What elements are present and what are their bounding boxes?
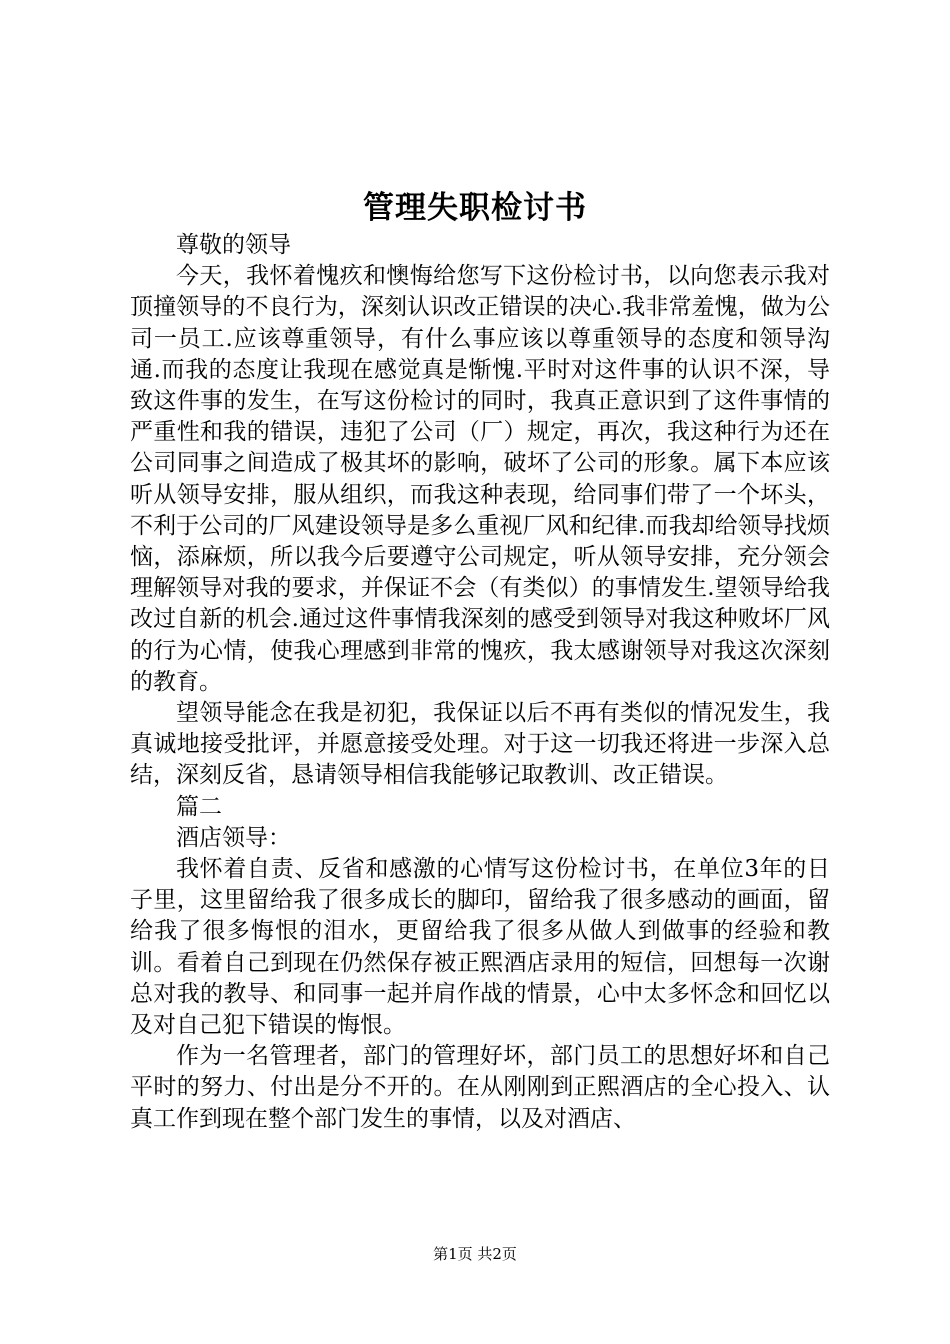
paragraph: 作为一名管理者，部门的管理好坏，部门员工的思想好坏和自己平时的努力、付出是分不开的。在从刚刚到正熙酒店的全心投入、认真工作到现在整个部门发生的事情，以及对酒店、 bbox=[130, 1043, 830, 1132]
section-heading: 篇二 bbox=[176, 793, 222, 820]
paragraph: 我怀着自责、反省和感激的心情写这份检讨书，在单位3年的日子里，这里留给我了很多成长的脚印，留给我了很多感动的画面，留给我了很多悔恨的泪水，更留给我了很多从做人到做事的经验和教训。看着自己到现在仍然保存被正熙酒店录用的短信，回想每一次谢总对我的教导、和同事一起并肩作战的情景，心中太多怀念和回忆以及对自己犯下错误的悔恨。 bbox=[130, 856, 830, 1039]
document-title: 管理失职检讨书 bbox=[363, 190, 587, 226]
salutation: 尊敬的领导 bbox=[176, 232, 291, 258]
page-number: 第1页 共2页 bbox=[433, 1245, 517, 1263]
document-body bbox=[130, 230, 830, 1135]
salutation: 酒店领导： bbox=[176, 824, 291, 851]
paragraph: 望领导能念在我是初犯，我保证以后不再有类似的情况发生，我真诚地接受批评，并愿意接受处理。对于这一切我还将进一步深入总结，深刻反省，恳请领导相信我能够记取教训、改正错误。 bbox=[130, 700, 830, 789]
paragraph: 今天，我怀着愧疚和懊悔给您写下这份检讨书，以向您表示我对顶撞领导的不良行为，深刻认识改正错误的决心.我非常羞愧，做为公司一员工.应该尊重领导，有什么事应该以尊重领导的态度和领导沟通.而我的态度让我现在感觉真是惭愧.平时对这件事的认识不深，导致这件事的发生，在写这份检讨的同时，我真正意识到了这件事情的严重性和我的错误，违犯了公司（厂）规定，再次，我这种行为还在公司同事之间造成了极其坏的影响，破坏了公司的形象。属下本应该听从领导安排，服从组织，而我这种表现，给同事们带了一个坏头，不利于公司的厂风建设领导是多么重视厂风和纪律.而我却给领导找烦恼，添麻烦，所以我今后要遵守公司规定，听从领导安排，充分领会理解领导对我的要求，并保证不会（有类似）的事情发生.望领导给我改过自新的机会.通过这件事情我深刻的感受到领导对我这种败坏厂风的行为心情，使我心理感到非常的愧疚，我太感谢领导对我这次深刻的教育。 bbox=[130, 263, 830, 695]
